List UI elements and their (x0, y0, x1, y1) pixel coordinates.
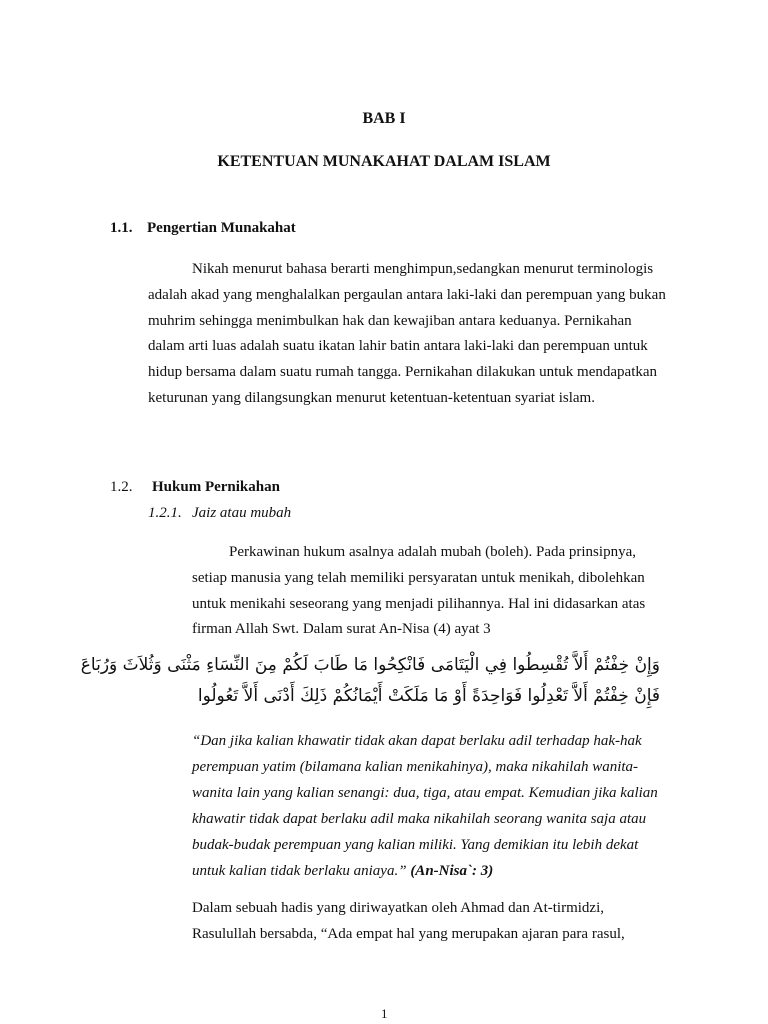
section-2-title: Hukum Pernikahan (152, 479, 280, 495)
page-number: 1 (381, 1006, 388, 1021)
chapter-number: BAB I (362, 110, 406, 127)
section-1-number: 1.1. (110, 220, 133, 236)
section-2-number: 1.2. (110, 479, 133, 495)
verse-translation-text: “Dan jika kalian khawatir tidak akan dapat berlaku adil terhadap hak-hak perempuan yatim (bilamana kalian menikahinya), maka nikahilah wanita-wanita lain yang kalian senangi: dua, tiga, atau empat. Kemudian jika kalian khawatir tidak dapat berlaku adil maka nikahilah seorang wanita saja atau budak-budak perempuan yang kalian miliki. Yang demikian itu lebih dekat untuk kalian tidak berlaku aniaya.” (192, 733, 658, 879)
verse-citation: (An-Nisa`: 3) (410, 863, 494, 879)
arabic-verse-line-1: وَإِنْ خِفْتُمْ أَلاَّ تُقْسِطُوا فِي الْيَتَامَى فَانْكِحُوا مَا طَابَ لَكُمْ مِنَ النِّسَاءِ مَثْنَى وَثُلاَثَ وَرُبَاعَ (80, 655, 660, 675)
subsection-number: 1.2.1. (148, 505, 182, 521)
chapter-title: KETENTUAN MUNAKAHAT DALAM ISLAM (217, 153, 551, 170)
section-1-title: Pengertian Munakahat (147, 220, 296, 236)
subsection-title: Jaiz atau mubah (192, 505, 292, 521)
section-2-paragraph-2: Dalam sebuah hadis yang diriwayatkan oleh Ahmad dan At-tirmidzi, Rasulullah bersabda, “Ada empat hal yang merupakan ajaran para rasul, (192, 900, 625, 942)
arabic-verse-line-2: فَإِنْ خِفْتُمْ أَلاَّ تَعْدِلُوا فَوَاحِدَةً أَوْ مَا مَلَكَتْ أَيْمَانُكُمْ ذَلِكَ أَدْنَى أَلاَّ تَعُولُوا (197, 686, 660, 706)
section-1-paragraph: Nikah menurut bahasa berarti menghimpun,sedangkan menurut terminologis adalah akad yang menghalalkan pergaulan antara laki-laki dan perempuan yang bukan muhrim sehingga menimbulkan hak dan kewajiban antara keduanya. Pernikahan dalam arti luas adalah suatu ikatan lahir batin antara laki-laki dan perempuan untuk hidup bersama dalam suatu rumah tangga. Pernikahan dilakukan untuk mendapatkan keturunan yang dilangsungkan menurut ketentuan-ketentuan syariat islam. (148, 261, 666, 406)
section-2-paragraph: Perkawinan hukum asalnya adalah mubah (boleh). Pada prinsipnya, setiap manusia yang telah memiliki persyaratan untuk menikah, dibolehkan untuk menikahi seseorang yang menjadi pilihannya. Hal ini didasarkan atas firman Allah Swt. Dalam surat An-Nisa (4) ayat 3 (192, 544, 646, 638)
verse-translation (192, 728, 666, 884)
